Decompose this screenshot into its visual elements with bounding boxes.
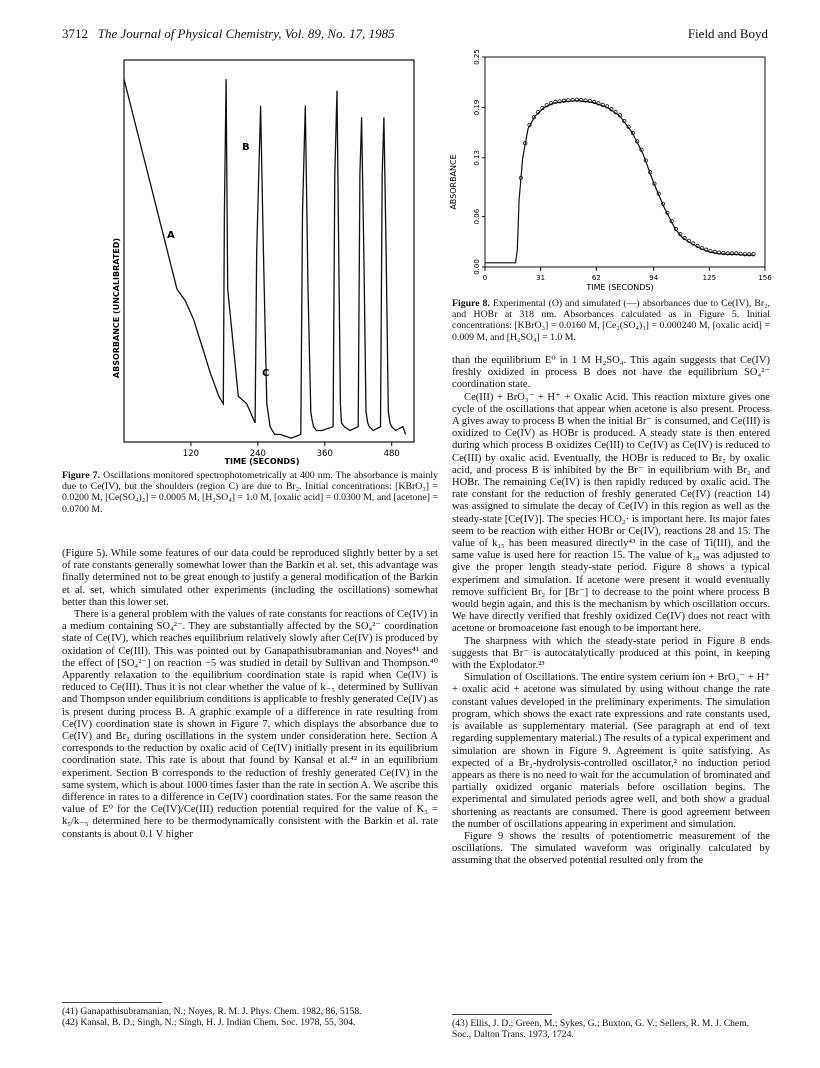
footnotes-left: [62, 1006, 438, 1028]
fig7-label-a: A: [167, 230, 175, 241]
fig8-frame: [485, 57, 765, 267]
right-paragraph-3: The sharpness with which the steady-state period in Figure 8 ends suggests that Br⁻ is autocatalytically produced at this point, in keeping with the Explodator.²³: [452, 635, 770, 672]
footnotes-right: [452, 1018, 770, 1040]
running-header: [62, 26, 395, 42]
fig7-tick-label: 120: [182, 449, 200, 459]
fig8-xtick-label: 156: [758, 274, 772, 282]
fig8-ylabel: ABSORBANCE: [449, 154, 458, 210]
footnote-43: (43) Ellis, J. D.; Green, M.; Sykes, G.; Buxton, G. V.; Sellers, R. M. J. Chem. Soc., Dalton Trans. 1973, 1724.: [452, 1018, 750, 1040]
fig7-tick-label: 480: [383, 449, 400, 459]
fig8-ytick-label: 0.25: [473, 49, 481, 65]
fig7-label-b: B: [242, 142, 250, 153]
fig8-xtick-label: 125: [702, 274, 717, 282]
fig7-label-c: C: [262, 368, 270, 379]
fig7-caption-title: Figure 7.: [62, 470, 101, 481]
page-number: 3712: [62, 26, 88, 41]
fig8-caption-title: Figure 8.: [452, 298, 490, 309]
fig8-xtick-label: 31: [536, 274, 546, 282]
fig7-tick-label: 360: [316, 449, 333, 459]
figure-7-caption: [62, 470, 438, 515]
right-paragraph-5: Figure 9 shows the results of potentiometric measurement of the oscillations. The simulated waveform was originally calculated by assuming that the observed potential resulted only from the: [452, 830, 770, 867]
right-column-text: [452, 355, 770, 868]
left-paragraph-1: (Figure 5). While some features of our data could be reproduced slightly better by a set of rate constants generally somewhat lower than the Barkin et al. set, this advantage was finally determined not to be great enough to justify a general modification of the Barkin et al. set, which simulated other experiments (including the oscillations) somewhat better than this lower set.: [62, 548, 438, 608]
journal-name: The Journal of Physical Chemistry, Vol. 89, No. 17, 1985: [97, 26, 395, 41]
footnote-41: (41) Ganapathisubramanian, N.; Noyes, R. M. J. Phys. Chem. 1982, 86, 5158.: [62, 1006, 362, 1017]
fig8-ytick-label: 0.19: [473, 99, 481, 116]
footnote-rule-right: [452, 1014, 552, 1015]
fig7-tick-label: 240: [249, 449, 266, 459]
right-paragraph-4: Simulation of Oscillations. The entire system cerium ion + BrO₃⁻ + H⁺ + oxalic acid + acetone was simulated by using without change the rate constant values developed in the preliminary experiments. The simulation program, which shows the exact rate expressions and rate constants used, is available as supplementary material. (See paragraph at end of text regarding supplementary material.) The results of a typical experiment and simulation are shown in Figure 9. Agreement is quite satisfying. As expected of a Br₂-hydrolysis-controlled oscillator,² no induction period appears as there is no need to wait for the accumulation of brominated and partially oxidized organic materials before oscillation begins. The experimental and simulated periods agree well, and both show a gradual shortening as reactants are consumed. There is good agreement between the number of oscillations appearing in experiment and simulation.: [452, 672, 770, 830]
fig7-xlabel: TIME (SECONDS): [224, 457, 300, 466]
fig8-ytick-label: 0.13: [473, 150, 481, 166]
fig7-trace: [124, 79, 406, 438]
figure-7-chart: [62, 58, 440, 488]
header-authors: Field and Boyd: [687, 26, 768, 41]
footnote-42: (42) Kansal, B. D.; Singh, N.; Singh, H. J. Indian Chem. Soc. 1978, 55, 304.: [62, 1017, 356, 1028]
fig8-ytick-label: 0.06: [473, 208, 481, 225]
figure-8-caption: [452, 298, 770, 343]
fig8-caption-text: Experimental (O) and simulated (—) absorbances due to Ce(IV), Br₂, and HOBr at 318 nm. Absorbances calculated as in Figure 5. Initial concentrations: [KBrO₃] = 0.0160 M, [Ce₂(SO₄)₃] = 0.000240 M, [oxalic acid] = 0.009 M, and [H₂SO₄] = 1.0 M.: [452, 298, 770, 343]
left-column-text: [62, 548, 438, 841]
fig7-caption-text: Oscillations monitored spectrophotometrically at 400 nm. The absorbance is mainly due to Ce(IV), but the shoulders (region C) are due to Br₂. Initial concentrations: [KBrO₃] = 0.0200 M, [Ce(SO₄)₂] = 0.0005 M, [H₂SO₄] = 1.0 M, [oxalic acid] = 0.0300 M, and [acetone] = 0.0700 M.: [62, 470, 439, 515]
fig7-ylabel: ABSORBANCE (UNCALIBRATED): [112, 237, 121, 379]
left-paragraph-2: There is a general problem with the values of rate constants for reactions of Ce(IV) in a medium containing SO₄²⁻. They are substantially affected by the SO₄²⁻ coordination state of Ce(IV), which reaches equilibrium relatively slowly after Ce(IV) is produced by oxidation of Ce(III). This was pointed out by Ganapathisubramanian and Noyes⁴¹ and the effect of [SO₄²⁻] on reaction −5 was studied in detail by Sullivan and Thompson.⁴⁰ Apparently relaxation to the equilibrium coordination state is rapid when Ce(IV) is reduced to Ce(III). Thus it is not clear whether the value of k₋₅ determined by Sullivan and Thompson under equilibrium conditions is applicable to freshly generated Ce(IV) as is present during process B. A graphic example of a difference in rate resulting from Ce(IV) coordination state is shown in Figure 7, which displays the absorbance due to Ce(IV) and Br₂ during oscillations in the system under consideration here. Section A corresponds to the reduction by oxalic acid of Ce(IV) initially present in its equilibrium coordination state. This rate is about that found by Kansal et al.⁴² in an equilibrium experiment. Section B corresponds to the reduction of freshly generated Ce(IV) in the same system, which is about 1000 times faster than the rate in section A. We ascribe this difference in rates to a difference in Ce(IV) coordination states. For the same reason the value of E⁰ for the Ce(IV)/Ce(III) reduction potential required for the value of K₅ = k₅/k₋₅ determined here to be thermodynamically consistent with the Barkin et al. rate constants is about 0.1 V higher: [62, 609, 438, 840]
figure-8-chart: [440, 49, 772, 297]
fig8-xtick-label: 0: [482, 274, 488, 282]
fig8-xtick-label: 94: [649, 274, 659, 282]
footnote-rule-left: [62, 1002, 162, 1003]
fig8-experimental-points: [519, 98, 755, 256]
fig8-xlabel: TIME (SECONDS): [586, 283, 654, 292]
fig8-simulated-curve: [485, 101, 754, 263]
fig8-ytick-label: 0.00: [473, 259, 481, 275]
right-paragraph-2: Ce(III) + BrO₃⁻ + H⁺ + Oxalic Acid. This reaction mixture gives one cycle of the oscillations that appear when acetone is also present. Process A gives away to process B when the initial Br⁻ is consumed, and Ce(III) is oxidized to Ce(IV) as HOBr is produced. A steady state is then entered during which process B oxidizes Ce(III) to Ce(IV) as Ce(IV) is reduced to Ce(III) by oxalic acid. Eventually, the HOBr is reduced to Br₂ by oxalic acid, and process B is inhibited by the Br⁻ in equilibrium with Br₂ and HOBr. The remaining Ce(IV) is then rapidly reduced by oxalic acid. The rate constant for the reduction of freshly generated Ce(IV) (reaction 14) was assigned to simulate the decay of Ce(IV) in this region as well as the steady-state [Ce(IV)]. The species HCO₂· is important here. Its major fates seem to be reaction with either HOBr or Ce(IV), reactions 28 and 15. The value of k₁₅ has been measured directly⁴³ in the case of Ti(III), and the same value is used here for reaction 15. The value of k₂₈ was adjusted to give the proper length steady-state period. Figure 8 shows a typical experiment and simulation. If acetone were present it would eventually remove sufficient Br₂ for [Br⁻] to decrease to the point where process B would begin again, and this is the mechanism by which oscillation occurs. We have directly verified that freshly oxidized Ce(IV) does not react with acetone or bromoacetone fast enough to be important here.: [452, 391, 770, 635]
right-paragraph-1: than the equilibrium E⁰ in 1 M H₂SO₄. This again suggests that Ce(IV) freshly oxidized in process B does not have the equilibrium SO₄²⁻ coordination state.: [452, 355, 770, 391]
fig8-xtick-label: 62: [591, 274, 601, 282]
